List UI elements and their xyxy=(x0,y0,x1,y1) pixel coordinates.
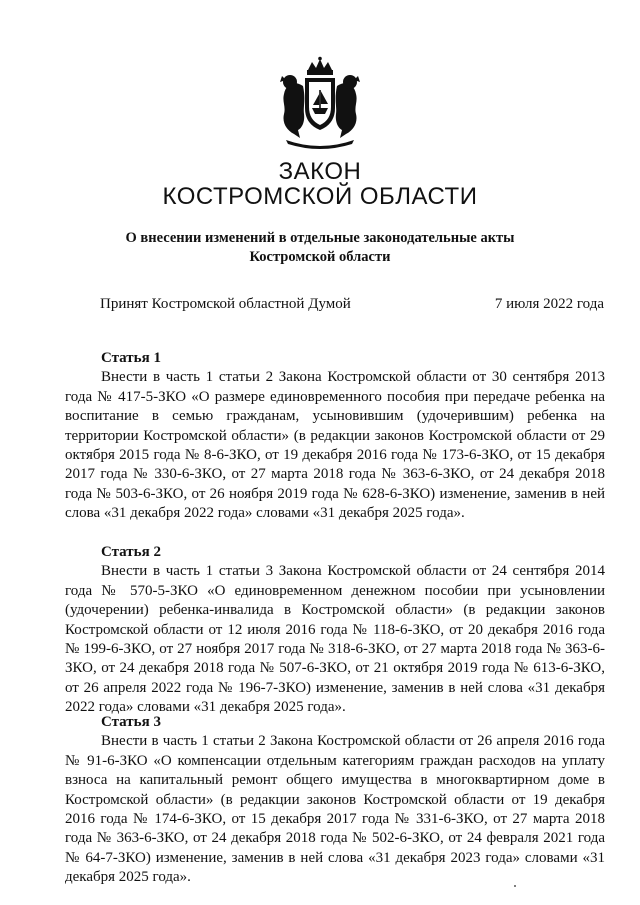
article-text: Внести в часть 1 статьи 3 Закона Костромской области от 24 сентября 2014 года № 570-5-ЗКО «О единовременном денежном пособии при усыновлении (удочерении) ребенка-инвалида в Костромской области» (в редакции законов Костромской области от 12 июля 2016 года № 118-6-ЗКО, от 20 декабря 2016 года № 199-6-ЗКО, от 27 ноября 2017 года № 318-6-ЗКО, от 27 марта 2018 года № 363-6-ЗКО, от 24 декабря 2018 года № 507-6-ЗКО, от 21 октября 2019 года № 613-6-ЗКО, от 26 апреля 2022 года № 196-7-ЗКО) изменение, заменив в ней слова «31 декабря 2022 года» словами «31 декабря 2025 года». xyxy=(65,563,605,716)
article-heading: Статья 3 xyxy=(101,714,161,730)
article-1 xyxy=(65,349,605,524)
adoption-date: 7 июля 2022 года xyxy=(494,296,604,312)
subtitle-line: Костромской области xyxy=(249,249,391,265)
scan-speck xyxy=(514,885,516,887)
article-text: Внести в часть 1 статьи 2 Закона Костромской области от 26 апреля 2016 года № 91-6-ЗКО «О компенсации отдельным категориям граждан расходов на уплату взноса на капитальный ремонт общего имущества в многоквартирном доме в Костромской области» (в редакции законов Костромской области от 19 декабря 2016 года № 174-6-ЗКО, от 15 декабря 2017 года № 331-6-ЗКО, от 27 марта 2018 года № 363-6-ЗКО, от 24 декабря 2018 года № 502-6-ЗКО, от 24 февраля 2021 года № 64-7-ЗКО) изменение, заменив в ней слова «31 декабря 2023 года» словами «31 декабря 2025 года». xyxy=(65,733,605,886)
article-3 xyxy=(65,713,605,888)
document-title: ЗАКОН xyxy=(278,158,362,185)
document-title-region: КОСТРОМСКОЙ ОБЛАСТИ xyxy=(162,183,478,210)
article-2 xyxy=(65,543,605,718)
article-heading: Статья 2 xyxy=(101,544,161,560)
article-text: Внести в часть 1 статьи 2 Закона Костромской области от 30 сентября 2013 года № 417-5-ЗКО «О размере единовременного пособия при передаче ребенка на воспитание в семью гражданам, усыновившим (удочерившим) ребенка на территории Костромской области» (в редакции законов Костромской области от 29 октября 2015 года № 8-6-ЗКО, от 19 декабря 2016 года № 173-6-ЗКО, от 15 декабря 2017 года № 330-6-ЗКО, от 27 марта 2018 года № 363-6-ЗКО, от 24 декабря 2018 года № 503-6-ЗКО, от 26 ноября 2019 года № 628-6-ЗКО) изменение, заменив в ней слова «31 декабря 2022 года» словами «31 декабря 2025 года». xyxy=(65,369,605,522)
coat-of-arms-icon xyxy=(272,56,368,152)
subtitle-line: О внесении изменений в отдельные законодательные акты xyxy=(125,230,515,246)
article-heading: Статья 1 xyxy=(101,350,161,366)
adoption-body: Принят Костромской областной Думой xyxy=(100,296,351,312)
adoption-line xyxy=(100,296,604,313)
document-subtitle xyxy=(100,229,540,267)
